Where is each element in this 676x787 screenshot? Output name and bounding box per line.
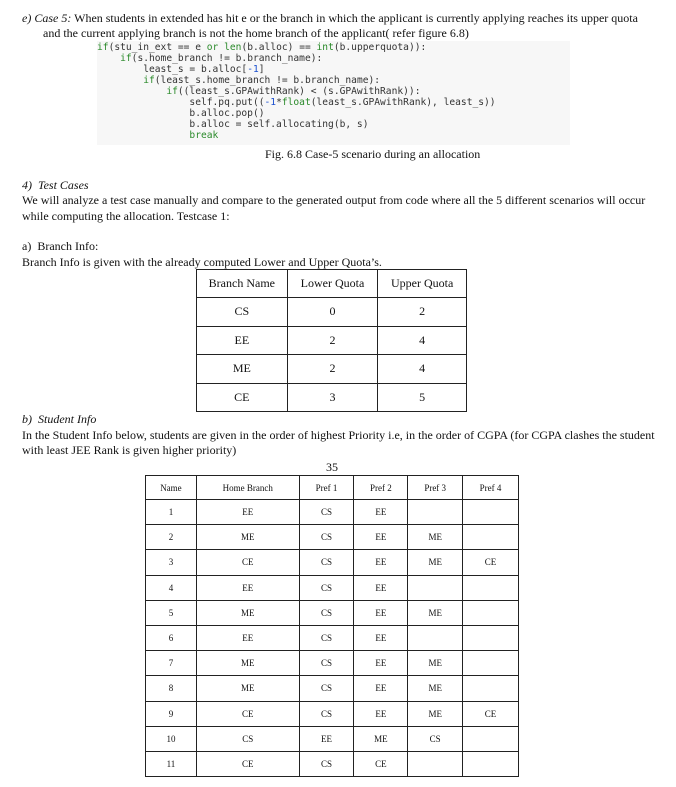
student-cell: EE — [354, 676, 408, 701]
page-number: 35 — [326, 460, 338, 474]
student-row — [146, 751, 519, 776]
student-cell: CE — [463, 701, 519, 726]
student-cell: CS — [299, 525, 354, 550]
test-cases-number: 4) — [22, 178, 32, 192]
student-cell — [463, 600, 519, 625]
student-cell: EE — [196, 575, 299, 600]
student-cell: CS — [408, 726, 463, 751]
student-cell: 3 — [146, 550, 197, 575]
student-cell — [408, 575, 463, 600]
student-cell: CS — [299, 651, 354, 676]
student-cell: CS — [299, 550, 354, 575]
branch-info-title: Branch Info: — [37, 239, 99, 253]
branch-cell: 2 — [287, 355, 378, 384]
student-info-label: b) — [22, 412, 32, 426]
student-cell: CE — [196, 751, 299, 776]
student-cell: EE — [196, 625, 299, 650]
student-cell: EE — [354, 550, 408, 575]
code-line: self.pq.put((-1*float(least_s.GPAwithRank), least_s)) — [97, 97, 496, 108]
code-line: least_s = b.alloc[-1] — [97, 64, 265, 75]
student-cell: EE — [354, 701, 408, 726]
student-cell: EE — [196, 500, 299, 525]
student-cell: ME — [408, 600, 463, 625]
case5-text: When students in extended has hit e or the branch in which the applicant is currently applying reaches its upper quota — [71, 11, 638, 25]
student-cell: EE — [354, 575, 408, 600]
pref2-header: Pref 2 — [354, 476, 408, 500]
case5-title: Case 5: — [34, 11, 72, 25]
code-line: b.alloc.pop() — [97, 108, 265, 119]
student-row — [146, 575, 519, 600]
branch-cell: 2 — [287, 326, 378, 355]
student-info-table — [145, 475, 519, 777]
student-cell: EE — [354, 525, 408, 550]
student-cell — [408, 751, 463, 776]
student-cell: EE — [354, 500, 408, 525]
code-line: b.alloc = self.allocating(b, s) — [97, 119, 369, 130]
student-cell: ME — [196, 600, 299, 625]
student-cell: EE — [354, 625, 408, 650]
branch-cell: 0 — [287, 298, 378, 327]
student-cell: 2 — [146, 525, 197, 550]
student-cell — [463, 726, 519, 751]
student-cell — [463, 500, 519, 525]
student-cell: CS — [299, 751, 354, 776]
branch-row — [197, 383, 467, 412]
test-cases-heading — [22, 177, 89, 193]
figure-caption: Fig. 6.8 Case-5 scenario during an allocation — [265, 147, 481, 161]
student-cell: EE — [354, 651, 408, 676]
student-cell: 9 — [146, 701, 197, 726]
upper-quota-header: Upper Quota — [378, 270, 467, 298]
student-cell: 7 — [146, 651, 197, 676]
case5-line1 — [22, 10, 638, 26]
branch-info-heading — [22, 238, 98, 254]
student-cell: CE — [463, 550, 519, 575]
branch-info-desc: Branch Info is given with the already computed Lower and Upper Quota’s. — [22, 255, 382, 269]
student-cell: CE — [196, 550, 299, 575]
student-cell: ME — [408, 550, 463, 575]
student-cell: 8 — [146, 676, 197, 701]
student-row — [146, 625, 519, 650]
student-cell — [463, 525, 519, 550]
student-row — [146, 550, 519, 575]
student-row — [146, 726, 519, 751]
student-cell: CS — [299, 701, 354, 726]
student-row — [146, 651, 519, 676]
home-branch-header: Home Branch — [196, 476, 299, 500]
pref1-header: Pref 1 — [299, 476, 354, 500]
branch-table-header-row — [197, 270, 467, 298]
student-cell: 10 — [146, 726, 197, 751]
student-cell — [463, 751, 519, 776]
code-line: if(least_s.home_branch != b.branch_name): — [143, 75, 381, 86]
student-cell: ME — [408, 701, 463, 726]
test-cases-title: Test Cases — [38, 178, 89, 192]
student-cell: 11 — [146, 751, 197, 776]
branch-cell: 2 — [378, 298, 467, 327]
student-cell: ME — [196, 525, 299, 550]
student-cell: ME — [196, 676, 299, 701]
student-cell: 4 — [146, 575, 197, 600]
branch-cell: 5 — [378, 383, 467, 412]
case5-label: e) — [22, 11, 32, 25]
student-cell — [463, 575, 519, 600]
student-row — [146, 500, 519, 525]
pref3-header: Pref 3 — [408, 476, 463, 500]
test-cases-para-line1: We will analyze a test case manually and compare to the generated output from code where all the 5 different scenarios will occur — [22, 193, 646, 207]
branch-info-label: a) — [22, 239, 32, 253]
student-cell: ME — [196, 651, 299, 676]
code-line: if(s.home_branch != b.branch_name): — [120, 53, 323, 64]
lower-quota-header: Lower Quota — [287, 270, 378, 298]
student-cell — [463, 625, 519, 650]
code-line: break — [189, 130, 219, 141]
student-row — [146, 600, 519, 625]
branch-row — [197, 326, 467, 355]
branch-info-table — [196, 269, 467, 412]
student-cell: CS — [299, 500, 354, 525]
student-cell: 5 — [146, 600, 197, 625]
branch-row — [197, 298, 467, 327]
code-line: if((least_s.GPAwithRank) < (s.GPAwithRank)): — [166, 86, 421, 97]
branch-cell: EE — [197, 326, 288, 355]
student-cell: CE — [354, 751, 408, 776]
branch-cell: 3 — [287, 383, 378, 412]
student-cell: CS — [299, 676, 354, 701]
student-info-title: Student Info — [38, 412, 97, 426]
student-cell: EE — [299, 726, 354, 751]
student-cell: CS — [196, 726, 299, 751]
case5-line2: and the current applying branch is not the home branch of the applicant( refer figure 6.8) — [43, 26, 469, 40]
pref4-header: Pref 4 — [463, 476, 519, 500]
student-cell: ME — [354, 726, 408, 751]
branch-row — [197, 355, 467, 384]
student-row — [146, 701, 519, 726]
student-cell — [408, 500, 463, 525]
student-cell — [463, 676, 519, 701]
name-header: Name — [146, 476, 197, 500]
code-line: if(stu_in_ext == e or len(b.alloc) == int(b.upperquota)): — [97, 42, 427, 53]
student-cell: 6 — [146, 625, 197, 650]
student-cell — [408, 625, 463, 650]
branch-cell: ME — [197, 355, 288, 384]
student-row — [146, 676, 519, 701]
student-cell: CS — [299, 625, 354, 650]
student-cell: ME — [408, 676, 463, 701]
student-info-line2: with least JEE Rank is given higher priority) — [22, 443, 237, 457]
student-cell: ME — [408, 525, 463, 550]
student-cell: EE — [354, 600, 408, 625]
student-cell: CS — [299, 575, 354, 600]
student-row — [146, 525, 519, 550]
student-cell — [463, 651, 519, 676]
student-cell: 1 — [146, 500, 197, 525]
student-cell: CE — [196, 701, 299, 726]
code-listing — [97, 41, 570, 145]
branch-cell: 4 — [378, 355, 467, 384]
branch-name-header: Branch Name — [197, 270, 288, 298]
student-info-heading — [22, 411, 96, 427]
branch-cell: 4 — [378, 326, 467, 355]
student-table-header-row — [146, 476, 519, 500]
student-cell: ME — [408, 651, 463, 676]
student-info-line1: In the Student Info below, students are given in the order of highest Priority i.e, in the order of CGPA (for CGPA clashes the student — [22, 428, 655, 442]
student-cell: CS — [299, 600, 354, 625]
test-cases-para-line2: while computing the allocation. Testcase 1: — [22, 209, 230, 223]
branch-cell: CS — [197, 298, 288, 327]
branch-cell: CE — [197, 383, 288, 412]
